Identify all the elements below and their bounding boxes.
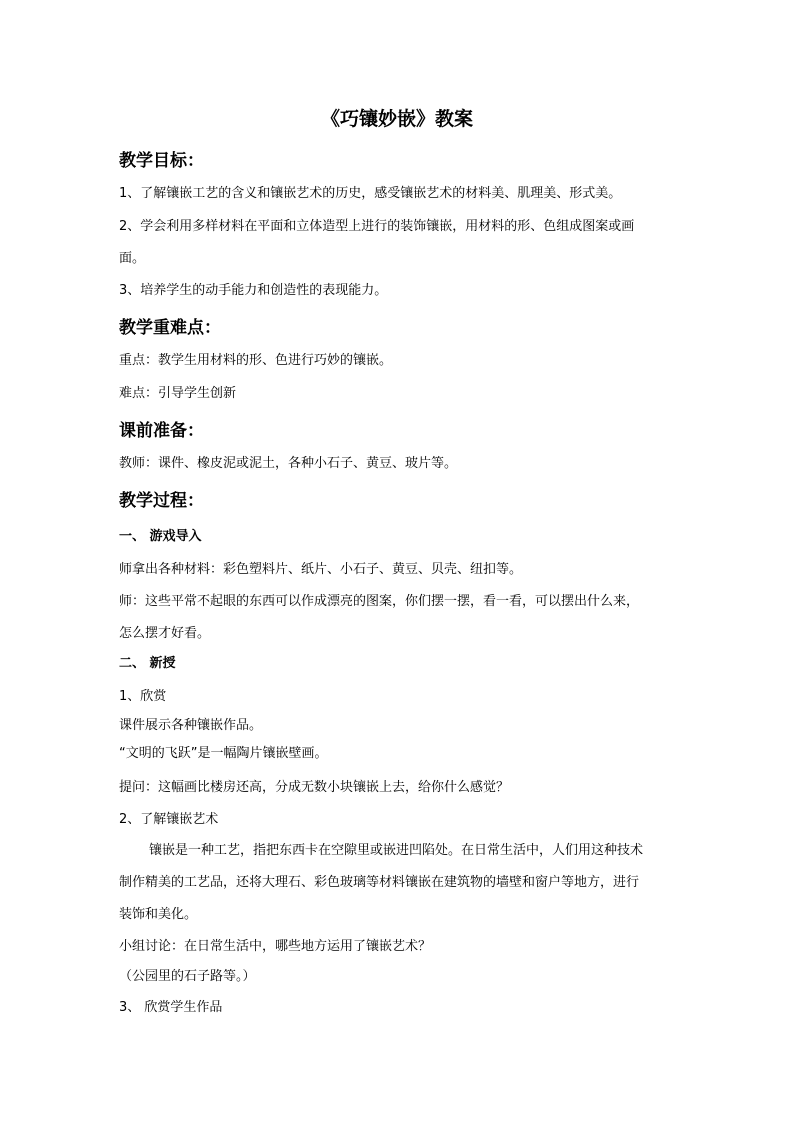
section-heading-process: 教学过程： <box>119 491 204 511</box>
process-part-2-line: （公园里的石子路等。） <box>119 969 256 984</box>
process-part-2-line: 1、欣赏 <box>119 689 167 704</box>
difficult-point-item: 难点：引导学生创新 <box>119 386 237 401</box>
process-part-2-line: 提问：这幅画比楼房还高，分成无数小块镶嵌上去，给你什么感觉？ <box>119 780 510 795</box>
process-part-1-line: 怎么摆才好看。 <box>119 626 211 641</box>
process-part-2-heading: 二、 新授 <box>119 656 176 671</box>
process-part-2-line: 镶嵌是一种工艺，指把东西卡在空隙里或嵌进凹陷处。在日常生活中，人们用这种技术 <box>149 843 644 858</box>
goal-item-3: 3、培养学生的动手能力和创造性的表现能力。 <box>119 283 388 298</box>
process-part-2-line: “文明的飞跃”是一幅陶片镶嵌壁画。 <box>119 746 328 761</box>
section-heading-preparation: 课前准备： <box>119 421 204 441</box>
process-part-2-line: 课件展示各种镶嵌作品。 <box>119 718 263 733</box>
process-part-1-heading: 一、 游戏导入 <box>119 529 202 544</box>
process-part-2-line: 3、 欣赏学生作品 <box>119 1000 223 1015</box>
process-part-1-line: 师：这些平常不起眼的东西可以作成漂亮的图案，你们摆一摆，看一看，可以摆出什么来， <box>119 594 640 609</box>
goal-item-2-continued: 面。 <box>119 251 146 266</box>
key-point-item: 重点：教学生用材料的形、色进行巧妙的镶嵌。 <box>119 353 393 368</box>
process-part-2-line: 2、了解镶嵌艺术 <box>119 812 219 827</box>
process-part-2-line: 装饰和美化。 <box>119 907 198 922</box>
preparation-item: 教师：课件、橡皮泥或泥土，各种小石子、黄豆、玻片等。 <box>119 456 458 471</box>
section-heading-key-points: 教学重难点： <box>119 318 221 338</box>
process-part-1-line: 师拿出各种材料：彩色塑料片、纸片、小石子、黄豆、贝壳、纽扣等。 <box>119 562 523 577</box>
process-part-2-line: 制作精美的工艺品，还将大理石、彩色玻璃等材料镶嵌在建筑物的墙壁和窗户等地方，进行 <box>119 875 640 890</box>
goal-item-2: 2、学会利用多样材料在平面和立体造型上进行的装饰镶嵌，用材料的形、色组成图案或画 <box>119 219 635 234</box>
process-part-2-line: 小组讨论：在日常生活中，哪些地方运用了镶嵌艺术？ <box>119 939 432 954</box>
document-title: 《巧镶妙嵌》教案 <box>320 108 473 130</box>
goal-item-1: 1、了解镶嵌工艺的含义和镶嵌艺术的历史，感受镶嵌艺术的材料美、肌理美、形式美。 <box>119 186 622 201</box>
section-heading-goals: 教学目标： <box>119 151 204 171</box>
